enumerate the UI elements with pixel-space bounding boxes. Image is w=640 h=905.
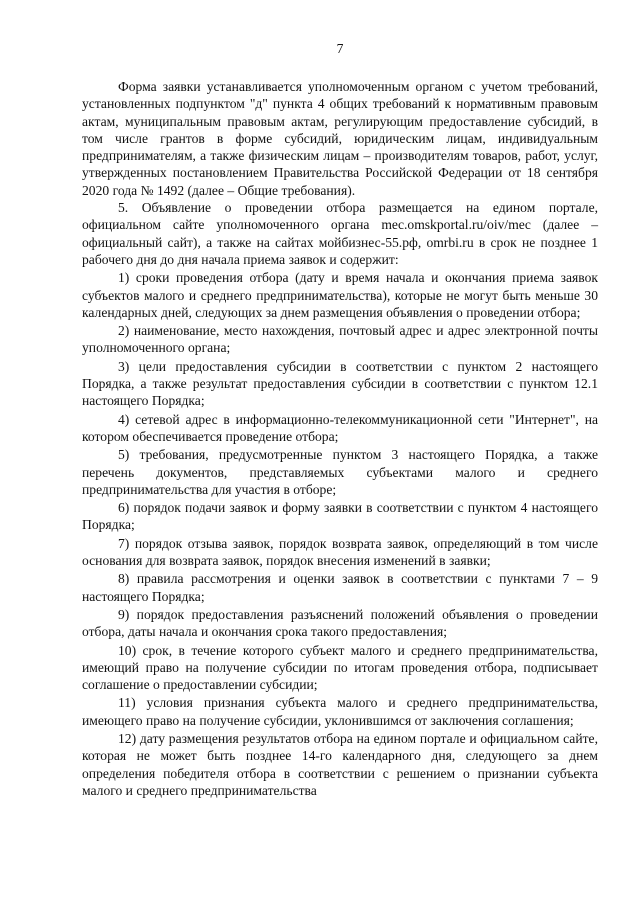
list-item-6-submission: 6) порядок подачи заявок и форму заявки в соответствии с пунктом 4 настоящего Порядка; [82, 500, 598, 533]
list-item-5-requirements: 5) требования, предусмотренные пунктом 3 настоящего Порядка, а также перечень документов, представляемых субъектами малого и среднего предпринимательства для участия в отборе; [82, 447, 598, 497]
list-item-2-address: 2) наименование, место нахождения, почтовый адрес и адрес электронной почты уполномоченного органа; [82, 323, 598, 356]
paragraph-5-announcement: 5. Объявление о проведении отбора размещается на едином портале, официальном сайте уполномоченного органа mec.omskportal.ru/oiv/mec (далее – официальный сайт), а также на сайтах мойбизнес-55.рф, omrbi.ru в срок не позднее 1 рабочего дня до дня начала приема заявок и содержит: [82, 200, 598, 267]
list-item-7-withdrawal: 7) порядок отзыва заявок, порядок возврата заявок, определяющий в том числе основания для возврата заявок, порядок внесения изменений в заявки; [82, 535, 598, 569]
list-item-11-evasion-conditions: 11) условия признания субъекта малого и среднего предпринимательства, имеющего право на получение субсидии, уклонившимся от заключения соглашения; [82, 695, 598, 728]
list-item-10-agreement-term: 10) срок, в течение которого субъект малого и среднего предпринимательства, имеющий право на получение субсидии по итогам проведения отбора, подписывает соглашение о предоставлении субсидии; [82, 642, 598, 693]
list-item-1-deadlines: 1) сроки проведения отбора (дату и время начала и окончания приема заявок субъектов малого и среднего предпринимательства), которые не могут быть меньше 30 календарных дней, следующих за днем размещения объявления о проведении отбора; [82, 270, 598, 320]
page-number: 7 [336, 41, 344, 56]
list-item-12-results-date: 12) дату размещения результатов отбора на едином портале и официальном сайте, которая не может быть позднее 14-го календарного дня, следующего за днем определения победителя отбора в соответствии с решением о признании субъекта малого и среднего предпринимательства [82, 730, 598, 798]
list-item-3-goals: 3) цели предоставления субсидии в соответствии с пунктом 2 настоящего Порядка, а также результат предоставления субсидии в соответствии с пунктом 12.1 настоящего Порядка; [82, 358, 598, 409]
paragraph-application-form: Форма заявки устанавливается уполномоченным органом с учетом требований, установленных подпунктом "д" пункта 4 общих требований к нормативным правовым актам, муниципальным правовым актам, регулирующим предоставление субсидий, в том числе грантов в форме субсидий, юридическим лицам, индивидуальным предпринимателям, а также физическим лицам – производителям товаров, работ, услуг, утвержденных постановлением Правительства Российской Федерации от 18 сентября 2020 года № 1492 (далее – Общие требования). [82, 79, 598, 198]
list-item-9-clarifications: 9) порядок предоставления разъяснений положений объявления о проведении отбора, даты начала и окончания срока такого предоставления; [82, 606, 598, 640]
document-page [82, 40, 598, 799]
list-item-8-review-rules: 8) правила рассмотрения и оценки заявок в соответствии с пунктами 7 – 9 настоящего Порядка; [82, 571, 598, 604]
list-item-4-network-address: 4) сетевой адрес в информационно-телекоммуникационной сети "Интернет", на котором обеспечивается проведение отбора; [82, 411, 598, 444]
